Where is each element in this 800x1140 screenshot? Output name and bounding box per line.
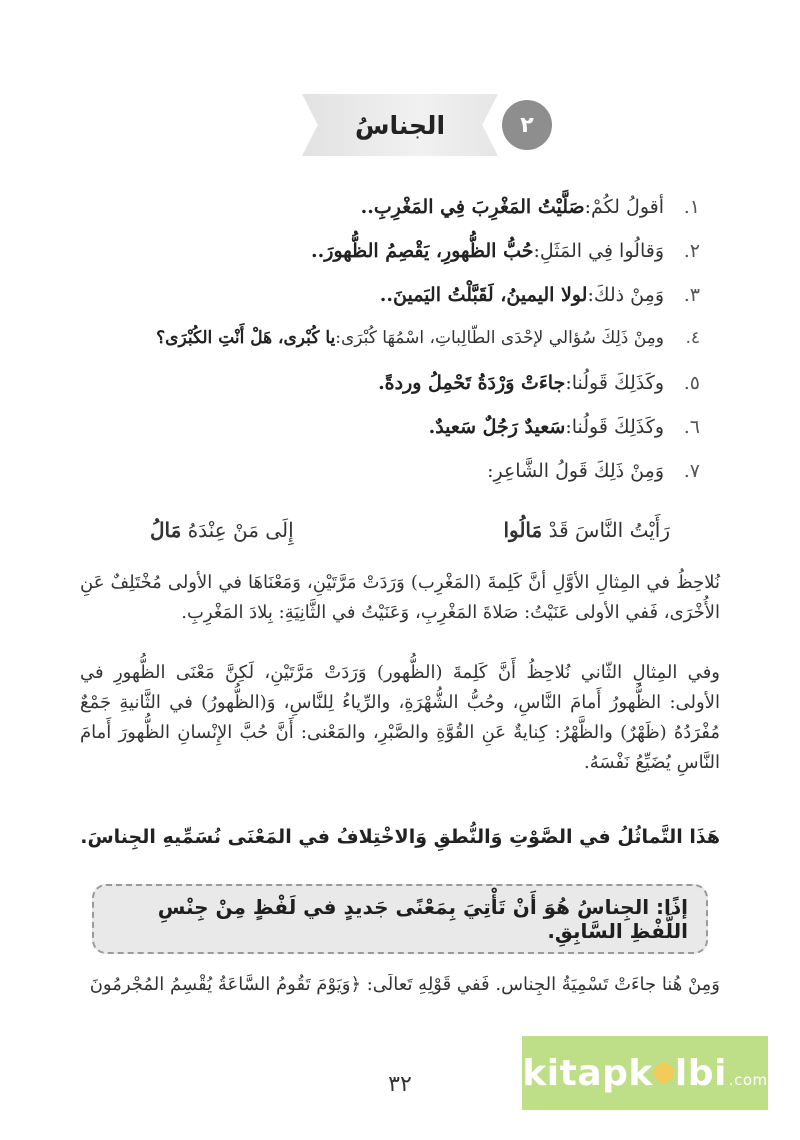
poem-verse bbox=[150, 518, 670, 542]
heart-icon bbox=[654, 1063, 674, 1083]
paragraph-second: وفي المِثالِ الثّاني نُلاحِظُ أَنَّ كَلِمةَ (الظُّهور) وَرَدَتْ مَرَّتَيْنِ، لَكِنَّ مَعْنَى الظُّهورِ في الأولى: الظُّهورُ أَمامَ النَّاسِ، وحُبُّ الشُّهْرَةِ، والرِّياءُ لِلنَّاسِ، وَ(الظُّهورُ) في الثَّانيةِ جَمْعٌ مُفْرَدُهُ (ظَهْرٌ) والظَّهْرُ: كِنايةٌ عَنِ القُوَّةِ والصَّبْرِ، والمَعْنى: أَنَّ حُبَّ الإِنْسانِ الظُّهورَ أَمامَ النَّاسِ يُضَيِّعُ نَفْسَهُ. bbox=[80, 662, 720, 773]
list-item bbox=[80, 416, 700, 460]
item-number: ١. bbox=[683, 196, 700, 218]
continuation-line: وَمِنْ هُنا جاءَتْ تَسْمِيَةُ الجِناسِ. فَفي قَوْلِهِ تَعالَى: ﴿وَيَوْمَ تَقُومُ السَّاعَةُ يُقْسِمُ المُجْرِمُونَ bbox=[89, 974, 720, 995]
watermark-text-2: lbi bbox=[674, 1052, 727, 1094]
page-number: ٣٢ bbox=[388, 1072, 412, 1097]
item-text: وكَذَلِكَ قَولُنا: bbox=[565, 416, 664, 438]
item-number: ٧. bbox=[683, 460, 700, 482]
list-item bbox=[80, 284, 700, 328]
item-text: وكَذَلِكَ قَولُنا: bbox=[565, 372, 664, 394]
lesson-number-badge: ٢ bbox=[502, 100, 552, 150]
verse-second-text: إِلَى مَنْ عِنْدَهُ bbox=[181, 518, 294, 542]
item-number: ٤. bbox=[685, 328, 700, 348]
verse-first-text: رَأَيْتُ النَّاسَ قَدْ bbox=[542, 518, 670, 542]
rule-statement: هَذَا التَّماثُلُ في الصَّوْتِ وَالنُّطقِ وَالاخْتِلافُ في المَعْنَى نُسَمِّيهِ الجِناسَ. bbox=[80, 826, 720, 848]
item-text: وَقالُوا فِي المَثَلِ: bbox=[533, 240, 664, 262]
watermark-logo bbox=[522, 1036, 768, 1110]
verse-first-half bbox=[503, 518, 670, 542]
definition-text: إذًا: الجِناسُ هُوَ أَنْ تَأْتِيَ بِمَعْنًى جَديدٍ في لَفْظٍ مِنْ جِنْسِ اللَّفْظِ السَّابِقِ. bbox=[157, 895, 688, 943]
lesson-title: الجناسُ bbox=[354, 110, 446, 140]
watermark-suffix: .com bbox=[728, 1071, 768, 1089]
item-number: ٦. bbox=[683, 416, 700, 438]
paragraph-first: نُلاحِظُ في المِثالِ الأوَّلِ أنَّ كَلِمةَ (المَغْرِب) وَرَدَتْ مَرَّتَيْنِ، وَمَعْنَاهَا في الأولى مُخْتَلِفٌ عَنِ الأُخْرَى، فَفي الأولى عَنَيْتُ: صَلاةَ المَغْرِبِ، وَعَنَيْتُ في الثَّانِيَةِ: بِلادَ المَغْرِبِ. bbox=[80, 572, 720, 623]
list-item bbox=[80, 460, 700, 504]
list-item bbox=[80, 196, 700, 240]
item-example: صَلَّيْتُ المَغْرِبَ فِي المَغْرِبِ.. bbox=[360, 196, 585, 218]
item-text: أقولُ لكُمْ: bbox=[584, 196, 664, 218]
verse-first-bold: مَالُوا bbox=[503, 518, 543, 542]
item-text: وَمِنْ ذَلِكَ قَولُ الشَّاعِرِ: bbox=[487, 460, 664, 482]
item-number: ٥. bbox=[683, 372, 700, 394]
list-item bbox=[80, 328, 700, 372]
item-example: جاءَتْ وَرْدَةُ تَحْمِلُ وردةً. bbox=[378, 372, 566, 394]
item-number: ٢. bbox=[683, 240, 700, 262]
item-text: ومِنْ ذَلِكَ سُؤالي لإحْدَى الطّالِباتِ، اسْمُهَا كُبْرَى: bbox=[335, 328, 664, 348]
verse-second-bold: مَالُ bbox=[150, 518, 182, 542]
verse-second-half bbox=[150, 518, 294, 542]
lesson-header bbox=[0, 94, 800, 158]
definition-box bbox=[92, 884, 708, 954]
item-number: ٣. bbox=[683, 284, 700, 306]
watermark-text-1: kitapk bbox=[522, 1052, 653, 1094]
item-text: وَمِنْ ذلكَ: bbox=[587, 284, 664, 306]
item-example: سَعيدٌ رَجُلٌ سَعيدٌ. bbox=[428, 416, 566, 438]
item-example: حُبُّ الظُّهورِ، يَقْصِمُ الظُّهورَ.. bbox=[311, 240, 534, 262]
list-item bbox=[80, 372, 700, 416]
item-example: يا كُبْرى، هَلْ أَنْتِ الكُبْرَى؟ bbox=[156, 328, 336, 348]
list-item bbox=[80, 240, 700, 284]
examples-list bbox=[80, 196, 700, 504]
item-example: لولا اليمينُ، لَقَبَّلْتُ اليَمينَ.. bbox=[379, 284, 588, 306]
